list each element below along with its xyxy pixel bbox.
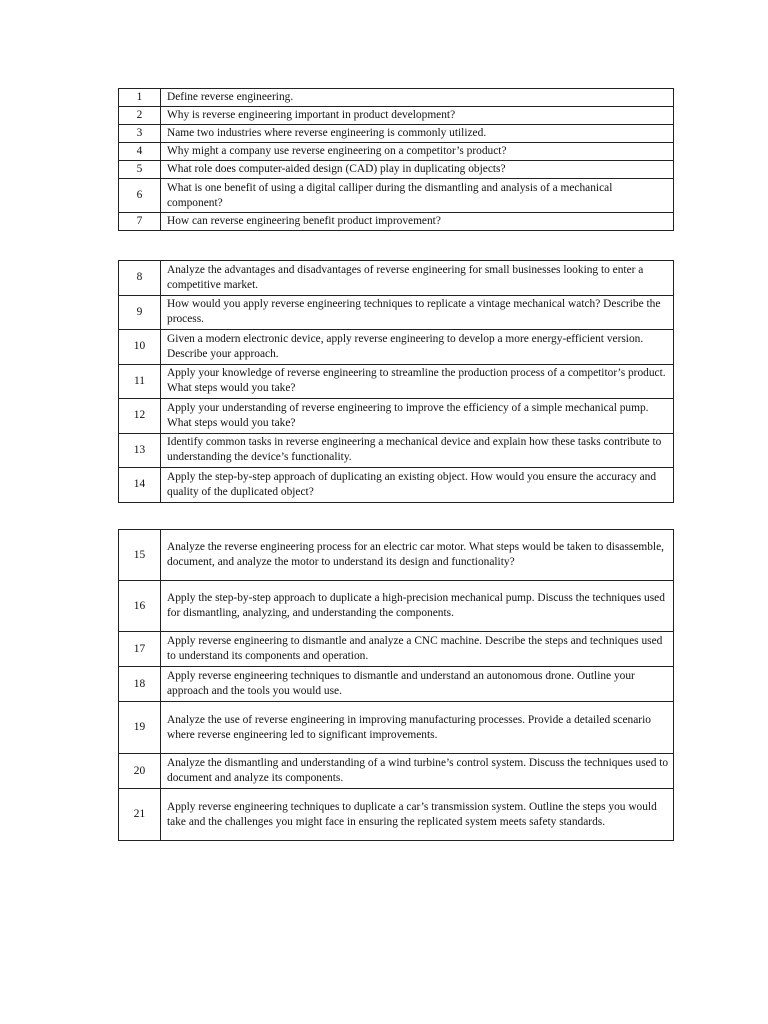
table-row — [119, 107, 674, 125]
question-number: 6 — [119, 179, 161, 213]
table-row — [119, 161, 674, 179]
table-row — [119, 143, 674, 161]
question-number: 13 — [119, 433, 161, 468]
table-row — [119, 330, 674, 365]
question-number: 3 — [119, 125, 161, 143]
table-row — [119, 702, 674, 754]
question-text: Analyze the use of reverse engineering in improving manufacturing processes. Provide a detailed scenario where reverse engineering led to significant improvements. — [161, 702, 674, 754]
question-text: Apply reverse engineering to dismantle and analyze a CNC machine. Describe the steps and techniques used to understand its components and operation. — [161, 632, 674, 667]
question-number: 12 — [119, 399, 161, 434]
questions-table-3 — [118, 529, 674, 841]
question-text: How would you apply reverse engineering techniques to replicate a vintage mechanical watch? Describe the process. — [161, 295, 674, 330]
table-row — [119, 632, 674, 667]
table-row — [119, 581, 674, 632]
table-row — [119, 295, 674, 330]
table-row — [119, 468, 674, 503]
question-number: 15 — [119, 530, 161, 581]
question-number: 14 — [119, 468, 161, 503]
table-row — [119, 89, 674, 107]
question-number: 20 — [119, 754, 161, 789]
question-text: Apply your knowledge of reverse engineering to streamline the production process of a competitor’s product. What steps would you take? — [161, 364, 674, 399]
table-row — [119, 754, 674, 789]
question-text: Analyze the reverse engineering process for an electric car motor. What steps would be taken to disassemble, document, and analyze the motor to understand its design and functionality? — [161, 530, 674, 581]
questions-table-2 — [118, 260, 674, 503]
questions-table-1 — [118, 88, 674, 231]
question-text: Apply the step-by-step approach of duplicating an existing object. How would you ensure the accuracy and quality of the duplicated object? — [161, 468, 674, 503]
table-row — [119, 125, 674, 143]
question-text: What is one benefit of using a digital calliper during the dismantling and analysis of a mechanical component? — [161, 179, 674, 213]
table-row — [119, 261, 674, 296]
question-number: 7 — [119, 213, 161, 231]
question-number: 17 — [119, 632, 161, 667]
table-row — [119, 364, 674, 399]
question-text: Analyze the dismantling and understanding of a wind turbine’s control system. Discuss the techniques used to document and analyze its components. — [161, 754, 674, 789]
question-number: 16 — [119, 581, 161, 632]
question-text: Apply reverse engineering techniques to dismantle and understand an autonomous drone. Outline your approach and the tools you would use. — [161, 667, 674, 702]
question-number: 21 — [119, 789, 161, 841]
table-row — [119, 399, 674, 434]
question-text: Name two industries where reverse engineering is commonly utilized. — [161, 125, 674, 143]
question-text: Identify common tasks in reverse engineering a mechanical device and explain how these tasks contribute to understanding the device’s functionality. — [161, 433, 674, 468]
question-text: Apply your understanding of reverse engineering to improve the efficiency of a simple mechanical pump. What steps would you take? — [161, 399, 674, 434]
table-row — [119, 433, 674, 468]
table-row — [119, 179, 674, 213]
question-number: 1 — [119, 89, 161, 107]
question-text: Analyze the advantages and disadvantages of reverse engineering for small businesses looking to enter a competitive market. — [161, 261, 674, 296]
question-number: 18 — [119, 667, 161, 702]
table-row — [119, 789, 674, 841]
question-number: 4 — [119, 143, 161, 161]
question-number: 19 — [119, 702, 161, 754]
table-row — [119, 213, 674, 231]
question-text: Given a modern electronic device, apply reverse engineering to develop a more energy-efficient version. Describe your approach. — [161, 330, 674, 365]
question-text: How can reverse engineering benefit product improvement? — [161, 213, 674, 231]
question-text: Why is reverse engineering important in product development? — [161, 107, 674, 125]
question-number: 8 — [119, 261, 161, 296]
question-text: Define reverse engineering. — [161, 89, 674, 107]
question-number: 2 — [119, 107, 161, 125]
question-number: 11 — [119, 364, 161, 399]
question-number: 9 — [119, 295, 161, 330]
question-text: Apply reverse engineering techniques to duplicate a car’s transmission system. Outline the steps you would take and the challenges you might face in ensuring the replicated system meets safety standards. — [161, 789, 674, 841]
table-row — [119, 530, 674, 581]
question-text: Why might a company use reverse engineering on a competitor’s product? — [161, 143, 674, 161]
question-number: 5 — [119, 161, 161, 179]
question-text: What role does computer-aided design (CAD) play in duplicating objects? — [161, 161, 674, 179]
question-text: Apply the step-by-step approach to duplicate a high-precision mechanical pump. Discuss the techniques used for dismantling, analyzing, and understanding the components. — [161, 581, 674, 632]
question-number: 10 — [119, 330, 161, 365]
table-row — [119, 667, 674, 702]
